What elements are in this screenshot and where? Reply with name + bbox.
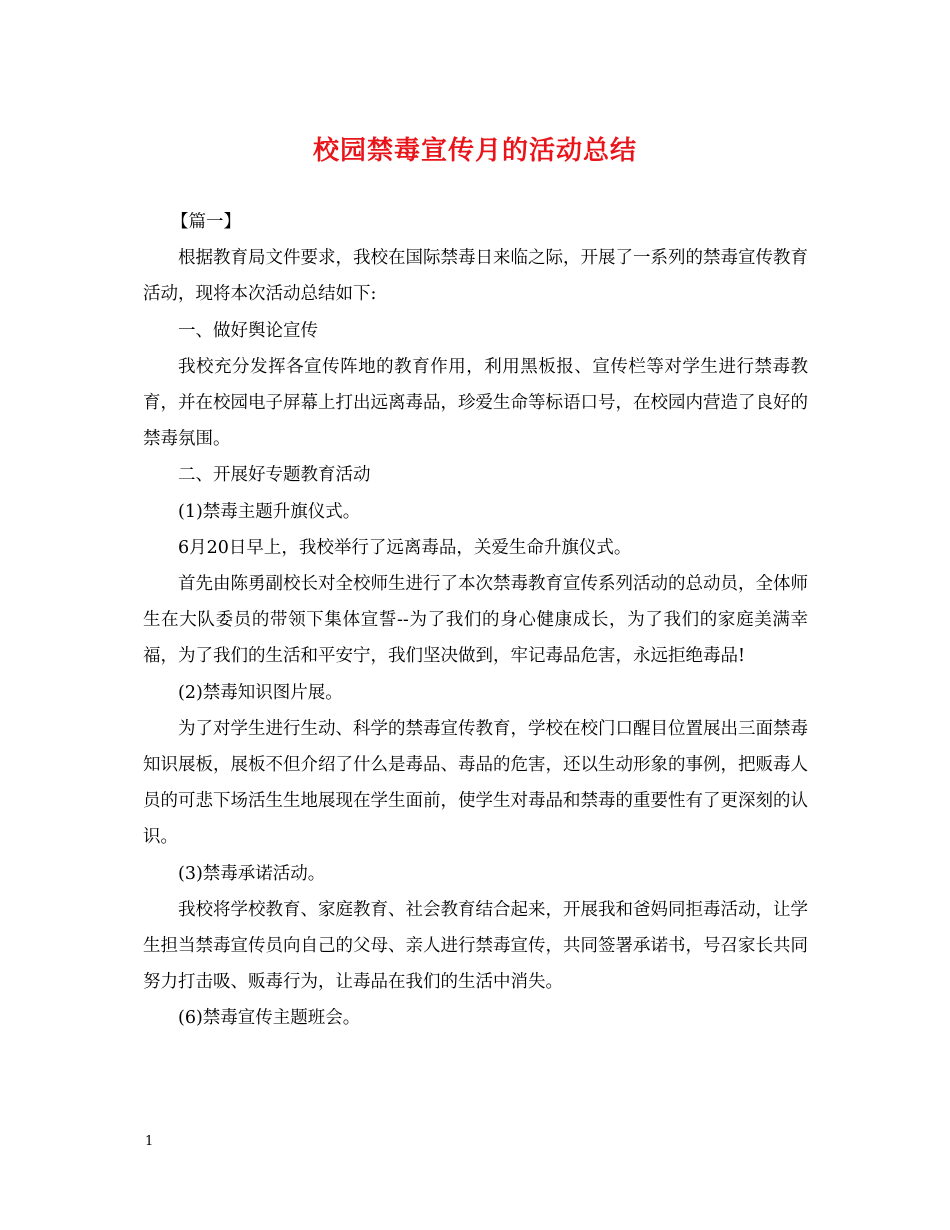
section-heading-activities: 二、开展好专题教育活动 <box>178 465 371 486</box>
paragraph-flag-ceremony-detail: 首先由陈勇副校长对全校师生进行了本次禁毒教育宣传系列活动的总动员，全体师生在大队委员的带领下集体宣誓--为了我们的身心健康成长，为了我们的家庭美满幸福，为了我们的生活和平安宁，我们坚决做到，牢记毒品危害，永远拒绝毒品! <box>143 574 808 667</box>
section-heading-part-one: 【篇一】 <box>171 212 241 232</box>
subheading-class-meeting: (6)禁毒宣传主题班会。 <box>178 1008 361 1029</box>
page-number: 1 <box>145 1134 154 1149</box>
paragraph-pledge-activity: 我校将学校教育、家庭教育、社会教育结合起来，开展我和爸妈同拒毒活动，让学生担当禁毒宣传员向自己的父母、亲人进行禁毒宣传，共同签署承诺书，号召家长共同努力打击吸、贩毒行为，让毒品在我们的生活中消失。 <box>143 899 808 993</box>
subheading-photo-exhibition: (2)禁毒知识图片展。 <box>178 682 343 703</box>
document-title: 校园禁毒宣传月的活动总结 <box>312 136 637 166</box>
paragraph-intro: 根据教育局文件要求，我校在国际禁毒日来临之际，开展了一系列的禁毒宣传教育活动，现将本次活动总结如下: <box>143 248 808 305</box>
section-heading-publicity: 一、做好舆论宣传 <box>178 320 318 341</box>
paragraph-photo-exhibition: 为了对学生进行生动、科学的禁毒宣传教育，学校在校门口醒目位置展出三面禁毒知识展板，展板不但介绍了什么是毒品、毒品的危害，还以生动形象的事例，把贩毒人员的可悲下场活生生地展现在学生面前，使学生对毒品和禁毒的重要性有了更深刻的认识。 <box>143 718 808 848</box>
document-body <box>143 204 808 1037</box>
subheading-pledge-activity: (3)禁毒承诺活动。 <box>178 863 326 884</box>
subheading-flag-ceremony: (1)禁毒主题升旗仪式。 <box>178 501 361 522</box>
paragraph-publicity: 我校充分发挥各宣传阵地的教育作用，利用黑板报、宣传栏等对学生进行禁毒教育，并在校园电子屏幕上打出远离毒品，珍爱生命等标语口号，在校园内营造了良好的禁毒氛围。 <box>143 356 808 450</box>
paragraph-flag-ceremony-date: 6月20日早上，我校举行了远离毒品，关爱生命升旗仪式。 <box>178 537 632 558</box>
